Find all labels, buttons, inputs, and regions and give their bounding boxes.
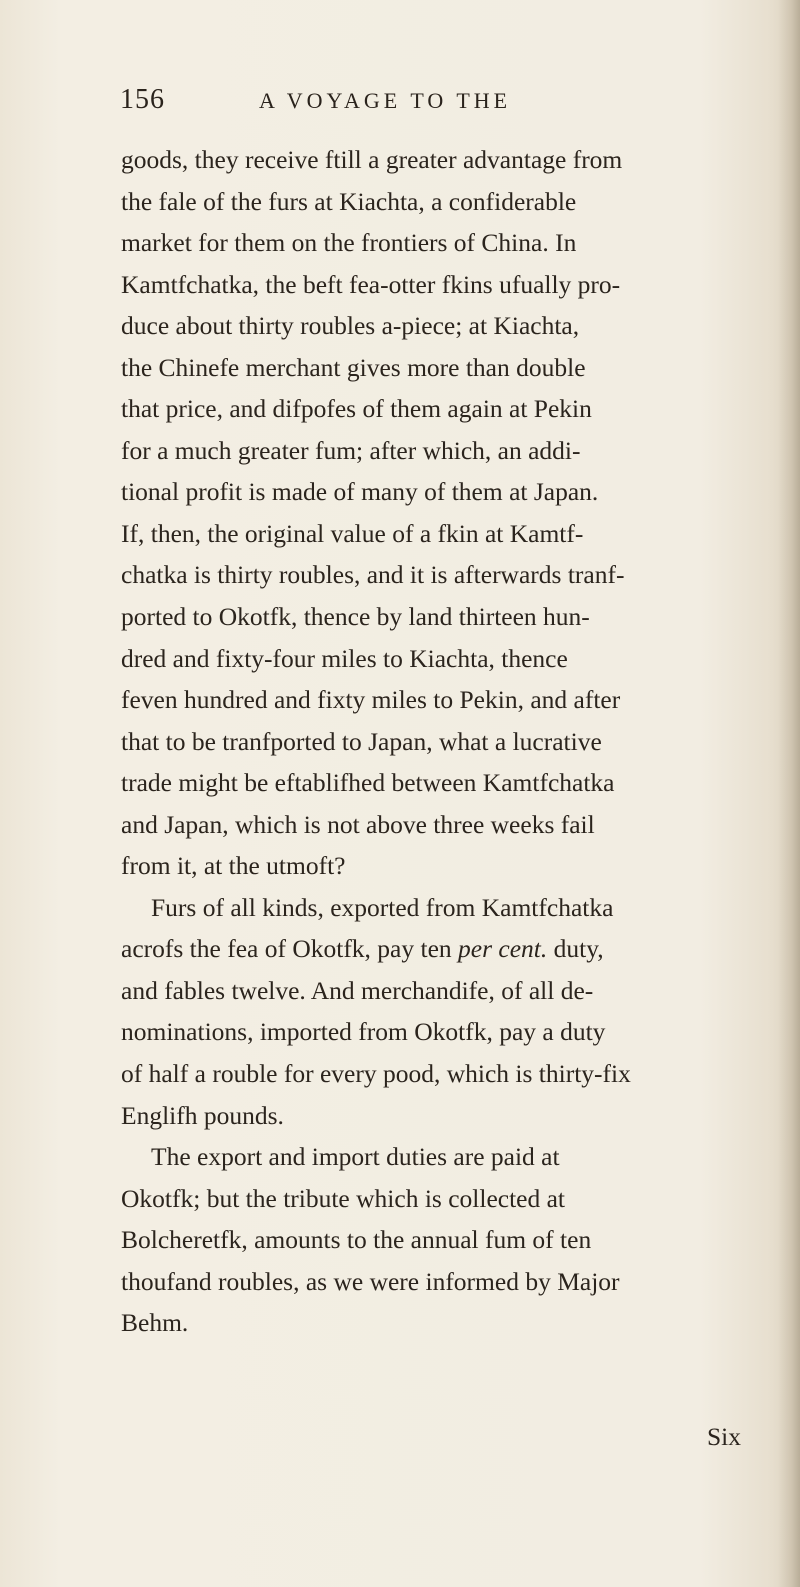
text-line: that to be tranfported to Japan, what a lucrative bbox=[121, 726, 602, 756]
text-line: for a much greater fum; after which, an addi- bbox=[121, 435, 581, 465]
text-line: that price, and difpofes of them again at Pekin bbox=[121, 394, 592, 424]
text-line-with-italic bbox=[121, 928, 767, 970]
italic-phrase: per cent. bbox=[458, 934, 548, 964]
body-text bbox=[121, 139, 767, 1344]
text-line: duce about thirty roubles a-piece; at Kiachta, bbox=[121, 311, 580, 341]
text-line: feven hundred and fixty miles to Pekin, and after bbox=[121, 685, 621, 715]
text-line: chatka is thirty roubles, and it is afterwards tranf- bbox=[121, 560, 625, 590]
text-line: and fables twelve. And merchandife, of all de- bbox=[121, 975, 594, 1005]
text-line: Kamtfchatka, the beft fea-otter fkins ufually pro- bbox=[121, 269, 621, 299]
text-line: thoufand roubles, as we were informed by Major bbox=[121, 1266, 620, 1296]
text-line: the Chinefe merchant gives more than double bbox=[121, 352, 586, 382]
page-header bbox=[120, 84, 700, 130]
text-line: If, then, the original value of a fkin at Kamtf- bbox=[121, 518, 584, 548]
running-head: A VOYAGE TO THE bbox=[259, 88, 512, 113]
paragraph-start-line: Furs of all kinds, exported from Kamtfchatka bbox=[151, 892, 614, 922]
text-line: Behm. bbox=[121, 1308, 189, 1338]
text-line: Englifh pounds. bbox=[121, 1100, 284, 1130]
text-line: and Japan, which is not above three weeks fail bbox=[121, 809, 595, 839]
text-segment: acrofs the fea of Okotfk, pay ten bbox=[121, 934, 459, 964]
text-line: dred and fixty-four miles to Kiachta, thence bbox=[121, 643, 568, 673]
text-line: ported to Okotfk, thence by land thirteen hun- bbox=[121, 602, 590, 632]
text-segment: duty, bbox=[547, 934, 604, 964]
text-line: tional profit is made of many of them at Japan. bbox=[121, 477, 599, 507]
text-line: of half a rouble for every pood, which is thirty-fix bbox=[121, 1059, 631, 1089]
text-line: the fale of the furs at Kiachta, a confiderable bbox=[121, 186, 577, 216]
page-edge-shadow bbox=[778, 0, 800, 1587]
paragraph-start-line: The export and import duties are paid at bbox=[151, 1142, 560, 1172]
text-line: goods, they receive ftill a greater advantage from bbox=[121, 145, 623, 174]
catchword: Six bbox=[707, 1422, 742, 1451]
text-line: Okotfk; but the tribute which is collected at bbox=[121, 1183, 566, 1213]
text-line: nominations, imported from Okotfk, pay a duty bbox=[121, 1017, 606, 1047]
page-number: 156 bbox=[120, 84, 165, 115]
text-line: trade might be eftablifhed between Kamtfchatka bbox=[121, 768, 615, 798]
text-line: Bolcheretfk, amounts to the annual fum of ten bbox=[121, 1225, 592, 1255]
text-line: from it, at the utmoft? bbox=[121, 851, 346, 881]
text-line: market for them on the frontiers of China. In bbox=[121, 228, 577, 258]
